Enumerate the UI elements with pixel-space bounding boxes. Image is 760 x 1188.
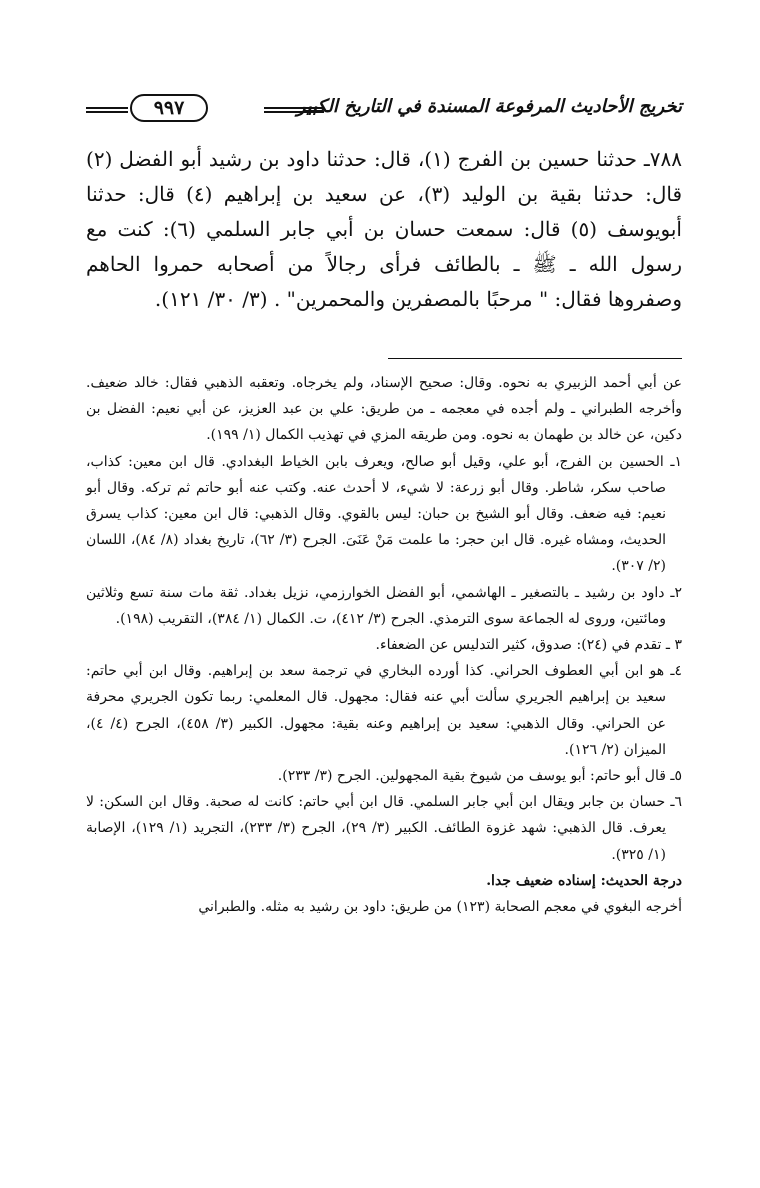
footnote-6: ٦ـ حسان بن جابر ويقال ابن أبي جابر السلمي. قال ابن أبي حاتم: كانت له صحبة. وقال ابن السكن: لا يعرف. قال الذهبي: شهد غزوة الطائف. الكبير (٣/ ٢٩)، الجرح (٣/ ٢٣٣)، التجريد (١/ ١٢٩)، الإصابة (١/ ٣٢٥).: [86, 794, 682, 863]
footnotes: [86, 370, 682, 920]
header-rule: [86, 107, 128, 113]
footnote-separator: [388, 358, 682, 359]
hadith-grade: درجة الحديث: إسناده ضعيف جدا.: [486, 872, 682, 889]
hadith-text: ٧٨٨ـ حدثنا حسين بن الفرج (١)، قال: حدثنا داود بن رشيد أبو الفضل (٢) قال: حدثنا بقية بن الوليد (٣)، عن سعيد بن إبراهيم (٤) قال: حدثنا أبويوسف (٥) قال: سمعت حسان بن أبي جابر السلمي (٦): كنت مع رسول الله ـ ﷺ ـ بالطائف فرأى رجالاً من أصحابه حمروا الحاهم وصفروها فقال: " مرحبًا بالمصفرين والمحمرين" . (٣/ ٣٠/ ١٢١).: [86, 147, 682, 311]
hadith-block: [86, 142, 682, 317]
footnote-1: ١ـ الحسين بن الفرج، أبو علي، وقيل أبو صالح، ويعرف بابن الخياط البغدادي. قال ابن معين: كذاب، صاحب سكر، شاطر. وقال أبو زرعة: لا شيء، لا أحدث عنه. وكتب عنه أبو حاتم ثم تركه. وقال أبو نعيم: فيه ضعف. وقال أبو الشيخ بن حبان: ليس بالقوي. وقال الذهبي: قال ابن معين: كذاب يسرق الحديث، ومشاه غيره. قال ابن حجر: ما علمت مَنْ عَنَىَ. الجرح (٣/ ٦٢)، تاريخ بغداد (٨/ ٨٤)، اللسان (٢/ ٣٠٧).: [86, 453, 682, 575]
footnote-continuation: عن أبي أحمد الزبيري به نحوه. وقال: صحيح الإسناد، ولم يخرجاه. وتعقبه الذهبي فقال: خالد ضعيف. وأخرجه الطبراني ـ ولم أجده في معجمه ـ من طريق: علي بن عبد العزيز، عن أبي نعيم: الفضل بن دكين، عن خالد بن طهمان به نحوه. ومن طريقه المزي في تهذيب الكمال (١/ ١٩٩).: [86, 375, 682, 444]
footnote-3: ٣ ـ تقدم في (٢٤): صدوق، كثير التدليس عن الضعفاء.: [375, 637, 682, 654]
running-header: [86, 92, 682, 128]
footnote-5: ٥ـ قال أبو حاتم: أبو يوسف من شيوخ بقية المجهولين. الجرح (٣/ ٢٣٣).: [277, 768, 682, 785]
takhrij-text: أخرجه البغوي في معجم الصحابة (١٢٣) من طريق: داود بن رشيد به مثله. والطبراني: [198, 899, 682, 916]
footnote-4: ٤ـ هو ابن أبي العطوف الحراني. كذا أورده البخاري في ترجمة سعد بن إبراهيم. وقال ابن أبي حاتم: سعيد بن إبراهيم الجريري سألت أبي عنه فقال: مجهول. قال المعلمي: ربما تكون الجريري محرفة عن الحراني. وقال الذهبي: سعيد بن إبراهيم وعنه بقية: مجهول. الكبير (٣/ ٤٥٨)، الجرح (٤/ ٤)، الميزان (٢/ ١٢٦).: [86, 663, 682, 758]
header-rule: [264, 107, 324, 113]
footnote-2: ٢ـ داود بن رشيد ـ بالتصغير ـ الهاشمي، أبو الفضل الخوارزمي، نزيل بغداد. ثقة مات سنة تسع وثلاثين ومائتين، وروى له الجماعة سوى الترمذي. الجرح (٣/ ٤١٢)، ت. الكمال (١/ ٣٨٤)، التقريب (١٩٨).: [86, 584, 682, 627]
page-number-badge: ٩٩٧: [130, 94, 208, 122]
header-title: تخريج الأحاديث المرفوعة المسندة في التاريخ الكبير: [296, 96, 682, 117]
